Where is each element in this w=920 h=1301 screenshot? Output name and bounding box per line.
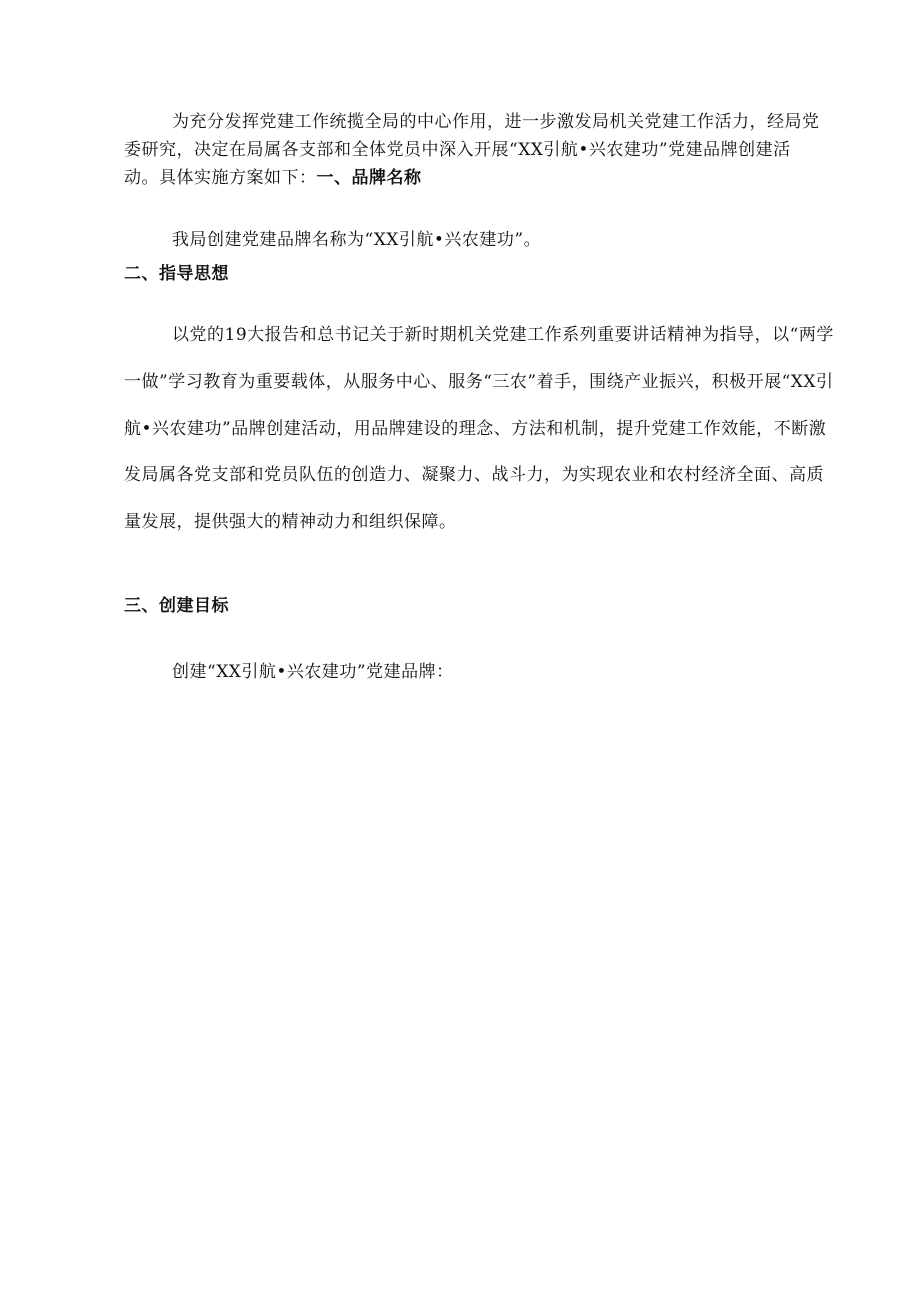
intro-text: 为充分发挥党建工作统揽全局的中心作用，进一步激发局机关党建工作活力，经局党委研究，决定在局属各支部和全体党员中深入开展“XX引航•兴农建功”党建品牌创建活动。具体实施方案如下： [124, 112, 820, 188]
section1-heading: 一、品牌名称 [316, 168, 422, 188]
intro-paragraph [124, 108, 824, 192]
section3-body: 创建“XX引航•兴农建功”党建品牌： [172, 662, 454, 682]
section3-heading: 三、创建目标 [124, 596, 229, 616]
section2-body: 以党的19大报告和总书记关于新时期机关党建工作系列重要讲话精神为指导，以“两学一做”学习教育为重要载体，从服务中心、服务“三农”着手，围绕产业振兴，积极开展“XX引航•兴农建功”品牌创建活动，用品牌建设的理念、方法和机制，提升党建工作效能，不断激发局属各党支部和党员队伍的创造力、凝聚力、战斗力，为实现农业和农村经济全面、高质量发展，提供强大的精神动力和组织保障。 [124, 325, 834, 533]
section2-heading: 二、指导思想 [124, 264, 229, 284]
section1-body: 我局创建党建品牌名称为“XX引航•兴农建功”。 [172, 230, 542, 250]
